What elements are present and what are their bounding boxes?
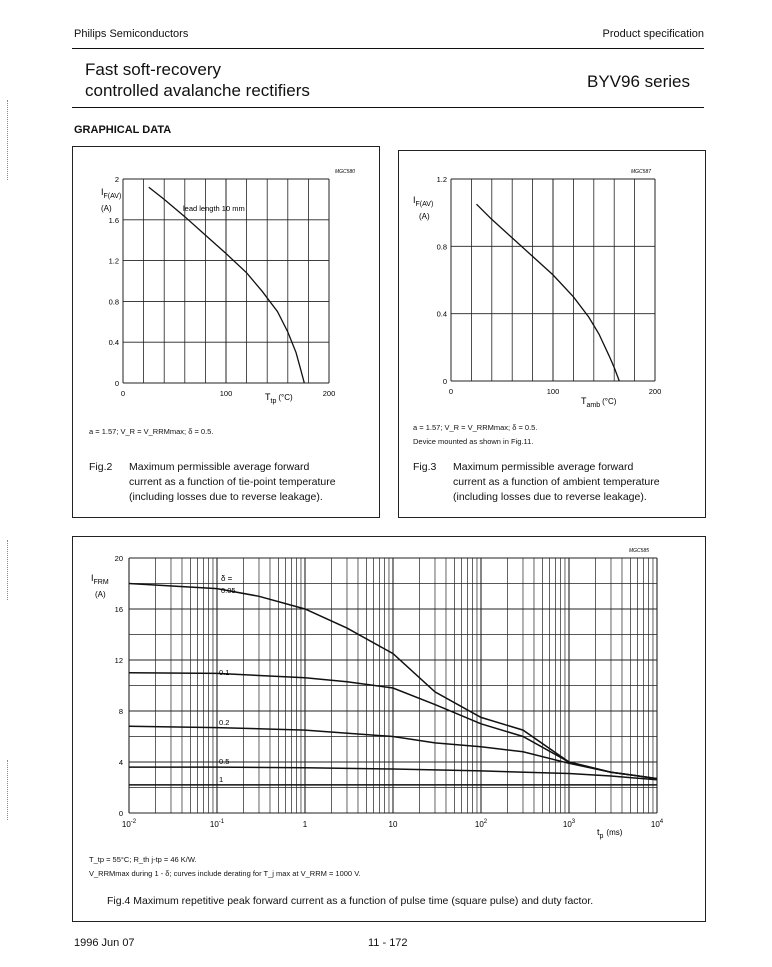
fig4-xtick-label: $10^{-2}$ <box>121 819 137 829</box>
fig2-xlabel: $T_{tp}$ (°C) <box>265 392 293 405</box>
fig4-caption: Fig.4 Maximum repetitive peak forward current as a function of pulse time (square pulse) and duty factor. <box>107 895 594 907</box>
fig4-xtick-label: $10^2$ <box>474 819 488 829</box>
fig2-xtick-label: 0 <box>120 389 126 398</box>
fig4-delta-label: δ = <box>221 574 233 583</box>
fig4-xtick-label: 1 <box>302 820 308 829</box>
fig3-xlabel: $T_{amb}$ (°C) <box>581 396 617 409</box>
fig4-xtick-label: 10 <box>388 820 398 829</box>
fig2-xtick-label: 200 <box>322 389 336 398</box>
fig4-series-label: 0.5 <box>219 757 230 766</box>
fig4-xtick-label: $10^4$ <box>650 819 664 829</box>
fig4-code: MGC585 <box>629 548 650 554</box>
margin-dots <box>7 100 10 180</box>
fig4-ytick-label: 4 <box>118 758 123 767</box>
fig2-annotation: lead length 10 mm <box>183 204 245 213</box>
product-series: BYV96 series <box>587 72 690 91</box>
fig3-note: a = 1.57; V_R = V_RRMmax; δ = 0.5. <box>413 423 538 432</box>
document-type: Product specification <box>602 28 704 40</box>
fig2-ytick-label: 0.4 <box>108 338 119 348</box>
fig4-panel <box>72 536 706 922</box>
fig4-ytick-label: 20 <box>114 554 123 563</box>
fig4-series-label: 0.1 <box>219 668 230 677</box>
header-rule <box>72 48 704 49</box>
fig2-caption-line: (including losses due to reverse leakage). <box>129 491 323 503</box>
fig3-code: MGC587 <box>631 169 652 175</box>
title-line-1: Fast soft-recovery <box>85 60 222 79</box>
fig3-note-2: Device mounted as shown in Fig.11. <box>413 437 534 446</box>
fig3-ytick-label: 0.4 <box>436 309 447 319</box>
fig3-xtick-label: 0 <box>448 387 454 396</box>
fig2-ylabel: $I_{F(AV)}$ <box>101 187 122 200</box>
fig4-series-label: 0.05 <box>221 586 236 595</box>
section-title: GRAPHICAL DATA <box>74 124 172 136</box>
fig4-ylabel: $I_{FRM}$ <box>91 573 109 586</box>
fig4-ytick-label: 12 <box>114 656 123 665</box>
fig2-caption-line: current as a function of tie-point temperature <box>129 476 336 488</box>
title-rule <box>72 107 704 108</box>
fig3-ylabel: $I_{F(AV)}$ <box>413 195 434 208</box>
fig2-label: Fig.2 <box>89 461 113 473</box>
fig4-series-label: 1 <box>219 775 224 784</box>
fig4-yunit: (A) <box>95 590 106 599</box>
fig2-ytick-label: 2 <box>114 175 119 184</box>
page-title <box>85 59 310 101</box>
fig2-panel <box>72 146 380 518</box>
fig4-xlabel: $t_p$ (ms) <box>597 827 623 840</box>
margin-dots <box>7 540 10 600</box>
margin-dots <box>7 760 10 820</box>
fig2-ytick-label: 0 <box>114 379 119 388</box>
fig4-series-label: 0.2 <box>219 718 230 727</box>
fig2-yunit: (A) <box>101 204 112 213</box>
fig2-caption <box>129 460 336 505</box>
footer-date: 1996 Jun 07 <box>74 937 135 949</box>
fig3-xtick-label: 200 <box>648 387 662 396</box>
fig3-ytick-label: 0.8 <box>436 242 447 252</box>
fig2-note: a = 1.57; V_R = V_RRMmax; δ = 0.5. <box>89 427 214 436</box>
fig3-caption-line: Maximum permissible average forward <box>453 461 634 473</box>
fig4-ytick-label: 16 <box>114 605 123 614</box>
fig2-ytick-label: 0.8 <box>108 297 119 307</box>
footer-page: 11 - 172 <box>368 937 408 949</box>
title-line-2: controlled avalanche rectifiers <box>85 81 310 100</box>
fig4-note-1: T_tp = 55°C; R_th j-tp = 46 K/W. <box>89 855 197 864</box>
fig3-ytick-label: 1.2 <box>436 175 447 184</box>
fig2-series-line <box>149 187 304 383</box>
fig4-xtick-label: $10^3$ <box>562 819 576 829</box>
fig2-code: MGC580 <box>335 169 356 175</box>
fig3-series-line <box>477 204 620 381</box>
fig3-caption <box>453 460 660 505</box>
company-name: Philips Semiconductors <box>74 28 189 40</box>
fig2-ytick-label: 1.2 <box>108 256 119 266</box>
fig3-xtick-label: 100 <box>546 387 560 396</box>
fig3-ytick-label: 0 <box>442 377 447 386</box>
fig4-ytick-label: 8 <box>118 707 123 716</box>
fig4-note-2: V_RRMmax during 1 - δ; curves include derating for T_j max at V_RRM = 1000 V. <box>89 869 361 878</box>
fig3-yunit: (A) <box>419 212 430 221</box>
fig4-ytick-label: 0 <box>118 809 123 818</box>
fig3-panel <box>398 150 706 518</box>
fig4-xtick-label: $10^{-1}$ <box>209 819 225 829</box>
fig3-caption-line: (including losses due to reverse leakage). <box>453 491 647 503</box>
fig2-ytick-label: 1.6 <box>108 215 119 225</box>
fig2-xtick-label: 100 <box>219 389 233 398</box>
fig3-label: Fig.3 <box>413 461 437 473</box>
fig2-caption-line: Maximum permissible average forward <box>129 461 310 473</box>
fig3-caption-line: current as a function of ambient temperature <box>453 476 660 488</box>
